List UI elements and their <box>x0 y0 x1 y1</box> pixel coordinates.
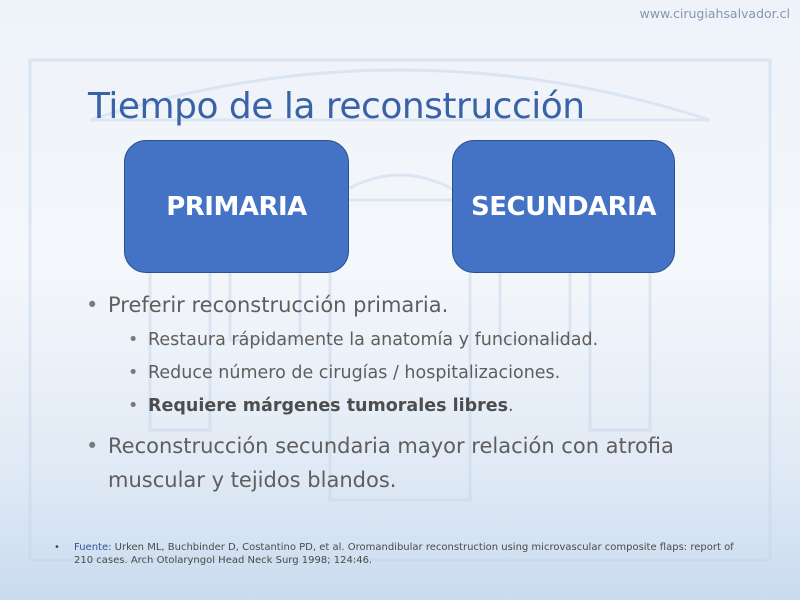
site-url: www.cirugiahsalvador.cl <box>639 6 790 21</box>
sub-bullet-group <box>86 324 736 423</box>
bullet-primary-recommendation <box>86 288 736 322</box>
footnote <box>54 541 754 567</box>
footnote-label: Fuente: <box>74 542 112 553</box>
secundaria-box: SECUNDARIA <box>452 140 675 273</box>
sub-bullet-suffix: . <box>508 396 514 416</box>
sub-bullet-anatomy <box>86 324 736 357</box>
bullet-list <box>86 288 736 497</box>
footnote-text: Urken ML, Buchbinder D, Costantino PD, et al. Oromandibular reconstruction using microvascular composite flaps: report of 210 cases. Arch Otolaryngol Head Neck Surg 1998; 124:46. <box>74 542 734 566</box>
sub-bullet-text: Reduce número de cirugías / hospitalizaciones. <box>148 363 561 383</box>
bullet-secondary-relation <box>86 429 736 497</box>
footnote-bullet: • <box>54 542 60 553</box>
sub-bullet-margins <box>86 390 736 423</box>
bullet-text: Reconstrucción secundaria mayor relación con atrofia muscular y tejidos blandos. <box>108 434 674 492</box>
slide-title: Tiempo de la reconstrucción <box>88 86 585 128</box>
sub-bullet-text: Restaura rápidamente la anatomía y funcionalidad. <box>148 330 599 350</box>
sub-bullet-bold-text: Requiere márgenes tumorales libres <box>148 396 509 416</box>
bullet-text: Preferir reconstrucción primaria. <box>108 293 449 317</box>
primaria-box: PRIMARIA <box>124 140 349 273</box>
sub-bullet-surgeries <box>86 357 736 390</box>
